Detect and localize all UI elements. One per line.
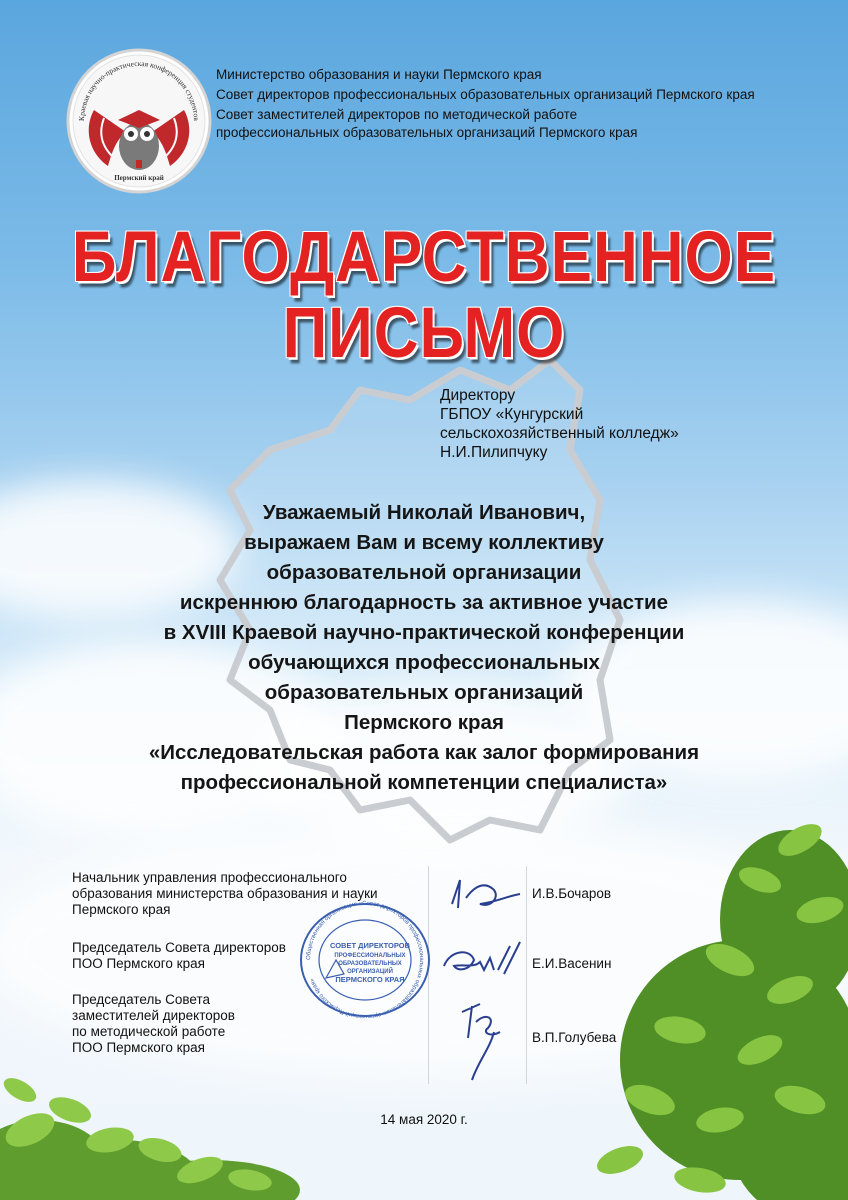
role-line: образования министерства образования и науки xyxy=(72,886,378,901)
role-line: Председатель Совета директоров xyxy=(72,940,286,955)
stamp-line: ПРОФЕССИОНАЛЬНЫХ xyxy=(334,953,406,959)
org-line: Совет директоров профессиональных образовательных организаций Пермского края xyxy=(216,87,755,102)
addressee-block xyxy=(440,386,679,462)
body-line: искреннюю благодарность за активное участие xyxy=(179,591,669,614)
role-line: Пермского края xyxy=(72,902,171,917)
body-line: Пермского края xyxy=(344,711,504,734)
signature-golubeva xyxy=(450,992,520,1084)
body-line: выражаем Вам и всему коллективу xyxy=(244,531,604,554)
addressee-line: Н.И.Пилипчуку xyxy=(440,444,548,461)
body-line: образовательных организаций xyxy=(264,681,584,704)
body-line: Уважаемый Николай Иванович, xyxy=(262,501,586,524)
org-line: профессиональных образовательных организаций Пермского края xyxy=(216,125,638,140)
signatory-name: И.В.Бочаров xyxy=(532,886,612,901)
org-line: Совет заместителей директоров по методической работе xyxy=(216,107,578,122)
body-line: обучающихся профессиональных xyxy=(248,651,600,674)
body-line: в XVIII Краевой научно-практической конференции xyxy=(163,621,685,644)
document-date: 14 мая 2020 г. xyxy=(380,1112,468,1127)
addressee-line: сельскохозяйственный колледж» xyxy=(440,425,679,442)
letter-body xyxy=(0,498,848,798)
document-title-line1: БЛАГОДАРСТВЕННОЕ xyxy=(71,217,777,298)
stamp-arc-text: Общественная организация «Совет директоров профессиональных образовательных организаций Пермского края» xyxy=(305,900,425,1020)
role-line: Начальник управления профессионального xyxy=(72,870,347,885)
role-line: ПОО Пермского края xyxy=(72,1040,205,1055)
organization-header xyxy=(216,66,755,142)
role-line: заместителей директоров xyxy=(72,1008,235,1023)
addressee-line: Директору xyxy=(440,387,516,404)
logo-bottom-text: Пермский край xyxy=(114,174,164,182)
addressee-line: ГБПОУ «Кунгурский xyxy=(440,406,584,423)
signature-bocharov xyxy=(446,874,526,914)
signatory-name: Е.И.Васенин xyxy=(532,956,612,971)
stamp-line: ПЕРМСКОГО КРАЯ xyxy=(335,975,405,984)
signature-vasenin xyxy=(440,940,530,982)
stamp-line: СОВЕТ ДИРЕКТОРОВ xyxy=(329,941,411,950)
signatory-name: В.П.Голубева xyxy=(532,1030,617,1045)
signatory-role xyxy=(72,940,286,972)
body-line: образовательной организации xyxy=(266,561,582,584)
signatory-role xyxy=(72,992,235,1056)
role-line: ПОО Пермского края xyxy=(72,956,205,971)
body-line: профессиональной компетенции специалиста» xyxy=(180,771,668,794)
stamp-line: ОБРАЗОВАТЕЛЬНЫХ xyxy=(338,961,402,967)
body-line: «Исследовательская работа как залог формирования xyxy=(148,741,700,764)
conference-logo xyxy=(66,48,212,194)
official-stamp xyxy=(296,900,434,1020)
stamp-line: ОРГАНИЗАЦИЙ xyxy=(347,969,393,975)
role-line: по методической работе xyxy=(72,1024,226,1039)
document-title-line2: ПИСЬМО xyxy=(282,293,566,374)
role-line: Председатель Совета xyxy=(72,992,210,1007)
logo-arc-text: Краевая научно-практическая конференция студентов xyxy=(76,58,202,122)
org-line: Министерство образования и науки Пермского края xyxy=(216,67,542,82)
